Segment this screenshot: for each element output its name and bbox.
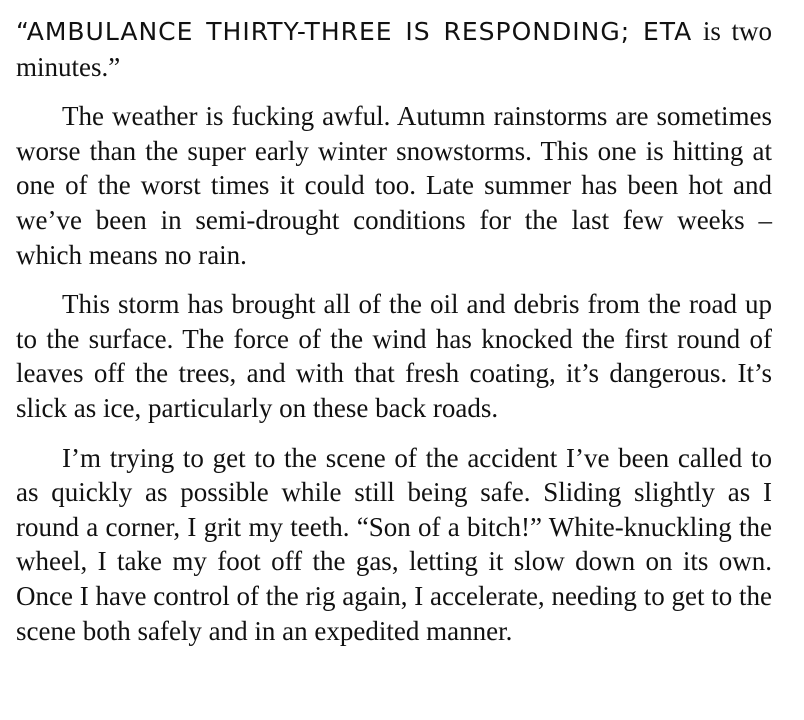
paragraph-storm: This storm has brought all of the oil and debris from the road up to the surface. The force of the wind has knocked the first round of leaves off the trees, and with that fresh coating, it’s dangerous. It’s slick as ice, particularly on these back roads.	[16, 289, 772, 423]
opening-rest: is two minutes.”	[16, 16, 772, 82]
opening-paragraph	[16, 14, 772, 84]
opening-lead-caps: “AMBULANCE THIRTY-THREE IS RESPONDING; ETA	[16, 17, 693, 46]
paragraph-weather: The weather is fucking awful. Autumn rainstorms are sometimes worse than the super early winter snowstorms. This one is hitting at one of the worst times it could too. Late summer has been hot and we’ve been in semi-drought conditions for the last few weeks – which means no rain.	[16, 101, 772, 270]
document-page	[16, 14, 772, 663]
paragraph-driving: I’m trying to get to the scene of the accident I’ve been called to as quickly as possible while still being safe. Sliding slightly as I round a corner, I grit my teeth. “Son of a bitch!” White-knuckling the wheel, I take my foot off the gas, letting it slow down on its own. Once I have control of the rig again, I accelerate, needing to get to the scene both safely and in an expedited manner.	[16, 442, 772, 646]
